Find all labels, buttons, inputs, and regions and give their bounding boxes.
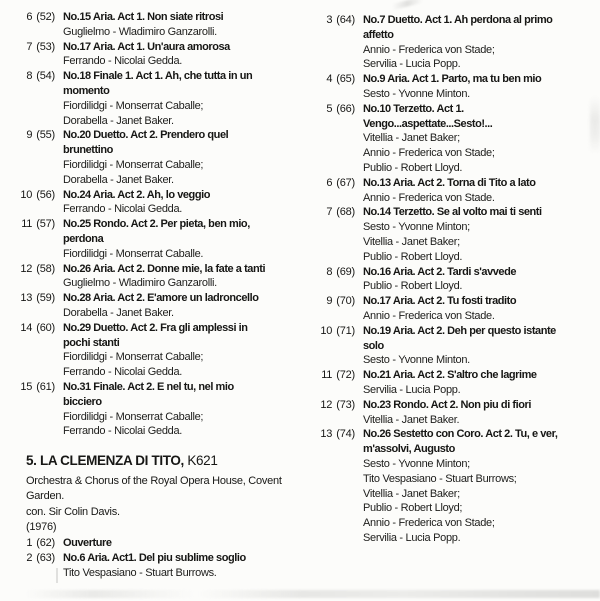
track-number-cell bbox=[17, 291, 55, 306]
track-body bbox=[63, 10, 307, 40]
track-row bbox=[317, 205, 600, 264]
artist-line: Annio - Frederica von Stade. bbox=[363, 309, 495, 322]
track-artists bbox=[363, 309, 600, 324]
artist-line: Tito Vespasiano - Stuart Burrows. bbox=[63, 566, 217, 579]
track-ref-number: (61) bbox=[36, 380, 55, 393]
track-row bbox=[17, 321, 307, 380]
track-title bbox=[363, 265, 600, 280]
track-row bbox=[317, 324, 600, 368]
track-number-cell bbox=[317, 265, 355, 280]
track-title bbox=[63, 217, 307, 247]
track-ref-number: (59) bbox=[36, 292, 55, 305]
track-title-line: No.23 Rondo. Act 2. Non piu di fiori bbox=[363, 398, 531, 411]
track-number: 7 bbox=[26, 40, 33, 53]
track-number-cell bbox=[17, 40, 55, 55]
artist-line: Annio - Frederica von Stade. bbox=[363, 191, 495, 204]
track-artists bbox=[63, 54, 307, 69]
track-row bbox=[17, 128, 307, 187]
artist-line: Dorabella - Janet Baker. bbox=[63, 306, 174, 319]
track-number: 12 bbox=[320, 398, 333, 411]
artist-line: Fiordilidgi - Monserrat Caballe; bbox=[63, 158, 204, 171]
track-title-line: No.24 Aria. Act 2. Ah, lo veggio bbox=[63, 188, 210, 201]
track-body bbox=[363, 102, 600, 176]
track-title-line: No.7 Duetto. Act 1. Ah perdona al primo bbox=[363, 14, 553, 26]
track-row bbox=[317, 13, 600, 72]
track-number: 13 bbox=[20, 292, 33, 305]
track-title-line: No.17 Aria. Act 1. Un'aura amorosa bbox=[63, 40, 230, 53]
track-ref-number: (57) bbox=[36, 218, 55, 231]
track-number: 3 bbox=[326, 14, 333, 26]
section-credits bbox=[26, 474, 307, 535]
track-number-cell bbox=[17, 69, 55, 84]
track-number: 11 bbox=[21, 218, 33, 231]
track-title bbox=[63, 380, 307, 410]
track-title-line: No.19 Aria. Act 2. Deh per questo istante bbox=[363, 324, 556, 337]
track-title-line: No.14 Terzetto. Se al volto mai ti senti bbox=[363, 206, 542, 219]
scan-smudge-bottom bbox=[24, 590, 600, 598]
track-number: 6 bbox=[26, 11, 33, 23]
track-title-line: No.6 Aria. Act1. Del piu sublime soglio bbox=[63, 551, 246, 564]
artist-line: Guglielmo - Wladimiro Ganzarolli. bbox=[63, 277, 217, 290]
track-number: 6 bbox=[326, 176, 333, 189]
track-number: 8 bbox=[326, 265, 333, 278]
track-title-line: No.25 Rondo. Act 2. Per pieta, ben mio, bbox=[63, 218, 250, 231]
track-title-line: No.31 Finale. Act 2. E nel tu, nel mio bbox=[63, 380, 234, 393]
track-body bbox=[63, 217, 307, 261]
track-number: 11 bbox=[321, 369, 333, 382]
track-title-line: No.17 Aria. Act 2. Tu fosti tradito bbox=[363, 295, 517, 308]
track-artists bbox=[363, 87, 600, 102]
track-artists bbox=[363, 383, 600, 398]
track-number-cell bbox=[317, 13, 355, 28]
track-body bbox=[63, 551, 307, 581]
track-title-line: brunettino bbox=[63, 144, 113, 157]
track-title-line: No.9 Aria. Act 1. Parto, ma tu ben mio bbox=[363, 73, 542, 86]
track-ref-number: (62) bbox=[36, 536, 55, 549]
track-title-line: affetto bbox=[363, 28, 394, 41]
artist-line: Publio - Robert Lloyd; bbox=[363, 502, 463, 515]
artist-line: Dorabella - Janet Baker. bbox=[63, 173, 174, 186]
track-number: 8 bbox=[26, 70, 33, 83]
track-ref-number: (69) bbox=[336, 265, 355, 278]
track-number-cell bbox=[17, 217, 55, 232]
track-row bbox=[317, 265, 600, 295]
track-number-cell bbox=[317, 176, 355, 191]
track-body bbox=[363, 294, 600, 324]
track-row bbox=[17, 69, 307, 128]
track-number: 1 bbox=[26, 536, 33, 549]
track-ref-number: (70) bbox=[336, 295, 355, 308]
track-ref-number: (58) bbox=[36, 262, 55, 275]
track-artists bbox=[363, 43, 600, 73]
track-artists bbox=[63, 25, 307, 40]
track-body bbox=[63, 188, 307, 218]
track-number: 10 bbox=[20, 188, 33, 201]
track-ref-number: (54) bbox=[36, 70, 55, 83]
artist-line: Guglielmo - Wladimiro Ganzarolli. bbox=[63, 25, 217, 38]
artist-line: Fiordilidgi - Monserrat Caballe; bbox=[63, 99, 204, 112]
artist-line: Servilia - Lucia Popp. bbox=[363, 383, 461, 396]
artist-line: Tito Vespasiano - Stuart Burrows; bbox=[363, 472, 517, 485]
track-row bbox=[317, 102, 600, 176]
track-body bbox=[363, 398, 600, 428]
track-number: 12 bbox=[20, 262, 33, 275]
track-title bbox=[363, 398, 600, 413]
track-number-cell bbox=[317, 294, 355, 309]
track-row bbox=[17, 536, 307, 551]
track-number-cell bbox=[17, 551, 55, 566]
section-catalog-number: K621 bbox=[187, 453, 218, 469]
track-title bbox=[363, 324, 600, 354]
track-body bbox=[363, 205, 600, 264]
track-number-cell bbox=[317, 324, 355, 339]
track-number-cell bbox=[317, 72, 355, 87]
track-title bbox=[63, 128, 307, 158]
artist-line: Servilia - Lucia Popp. bbox=[363, 58, 461, 71]
track-body bbox=[63, 321, 307, 380]
artist-line: Ferrando - Nicolai Gedda. bbox=[63, 366, 183, 379]
track-number: 2 bbox=[26, 551, 33, 564]
track-number-cell bbox=[317, 427, 355, 442]
section-title: 5. LA CLEMENZA DI TITO, bbox=[26, 453, 184, 469]
track-artists bbox=[63, 276, 307, 291]
track-ref-number: (66) bbox=[336, 102, 355, 115]
track-row bbox=[17, 291, 307, 321]
track-title bbox=[63, 10, 307, 25]
track-artists bbox=[363, 191, 600, 206]
artist-line: Sesto - Yvonne Minton; bbox=[363, 221, 470, 234]
track-title bbox=[63, 188, 307, 203]
track-title bbox=[363, 72, 600, 87]
track-list-clemenza-start bbox=[17, 536, 307, 580]
track-title bbox=[63, 291, 307, 306]
track-title bbox=[363, 368, 600, 383]
track-title-line: No.21 Aria. Act 2. S'altro che lagrime bbox=[363, 369, 537, 382]
track-row bbox=[17, 551, 307, 581]
track-number-cell bbox=[317, 398, 355, 413]
track-artists bbox=[363, 131, 600, 175]
track-title bbox=[63, 551, 307, 566]
artist-line: Dorabella - Janet Baker. bbox=[63, 114, 174, 127]
track-body bbox=[63, 380, 307, 439]
track-row bbox=[317, 368, 600, 398]
track-ref-number: (72) bbox=[336, 369, 355, 382]
track-title-line: Vengo...aspettate...Sesto!... bbox=[363, 117, 493, 130]
track-body bbox=[63, 40, 307, 70]
track-body bbox=[63, 291, 307, 321]
track-artists bbox=[363, 220, 600, 264]
artist-line: Ferrando - Nicolai Gedda. bbox=[63, 425, 183, 438]
track-ref-number: (71) bbox=[336, 324, 355, 337]
track-ref-number: (65) bbox=[336, 73, 355, 86]
artist-line: Sesto - Yvonne Minton; bbox=[363, 457, 470, 470]
track-artists bbox=[63, 566, 307, 581]
track-title bbox=[63, 262, 307, 277]
track-body bbox=[363, 265, 600, 295]
track-title bbox=[363, 294, 600, 309]
artist-line: Vitellia - Janet Baker; bbox=[363, 235, 460, 248]
artist-line: Sesto - Yvonne Minton. bbox=[363, 354, 470, 367]
track-ref-number: (68) bbox=[336, 206, 355, 219]
track-list-clemenza-continued bbox=[317, 13, 600, 546]
artist-line: Annio - Frederica von Stade; bbox=[363, 147, 495, 160]
track-title-line: No.15 Aria. Act 1. Non siate ritrosi bbox=[63, 11, 224, 23]
track-list-cosi-continued bbox=[17, 10, 307, 439]
track-ref-number: (73) bbox=[336, 398, 355, 411]
track-number-cell bbox=[317, 205, 355, 220]
track-title bbox=[363, 205, 600, 220]
track-artists bbox=[363, 353, 600, 368]
credit-line: Garden. bbox=[26, 490, 64, 503]
track-title-line: m'assolvi, Augusto bbox=[363, 443, 455, 456]
track-artists bbox=[63, 158, 307, 188]
track-body bbox=[363, 427, 600, 545]
artist-line: Vitellia - Janet Baker; bbox=[363, 132, 460, 145]
track-title bbox=[363, 427, 600, 457]
credit-line: (1976) bbox=[26, 520, 57, 533]
track-artists bbox=[363, 457, 600, 546]
track-artists bbox=[363, 413, 600, 428]
track-artists bbox=[63, 410, 307, 440]
artist-line: Sesto - Yvonne Minton. bbox=[363, 87, 470, 100]
artist-line: Ferrando - Nicolai Gedda. bbox=[63, 55, 183, 68]
track-body bbox=[63, 536, 307, 551]
track-artists bbox=[63, 350, 307, 380]
track-number: 9 bbox=[26, 129, 33, 142]
track-number: 14 bbox=[20, 321, 33, 334]
track-title bbox=[363, 13, 600, 43]
track-title bbox=[363, 102, 600, 132]
artist-line: Publio - Robert Lloyd. bbox=[363, 250, 463, 263]
track-body bbox=[63, 128, 307, 187]
track-row bbox=[17, 380, 307, 439]
track-ref-number: (74) bbox=[336, 428, 355, 441]
artist-line: Ferrando - Nicolai Gedda. bbox=[63, 203, 183, 216]
section-heading bbox=[26, 452, 307, 470]
track-row bbox=[17, 262, 307, 292]
track-number: 4 bbox=[326, 73, 333, 86]
track-title-line: No.28 Aria. Act 2. E'amore un ladroncello bbox=[63, 292, 259, 305]
scan-smudge-top bbox=[392, 0, 426, 10]
track-body bbox=[363, 368, 600, 398]
artist-line: Vitellia - Janet Baker. bbox=[363, 413, 460, 426]
track-number-cell bbox=[17, 128, 55, 143]
track-ref-number: (63) bbox=[36, 551, 55, 564]
track-row bbox=[17, 40, 307, 70]
credit-line: con. Sir Colin Davis. bbox=[26, 505, 120, 518]
track-ref-number: (67) bbox=[336, 176, 355, 189]
artist-line: Servilia - Lucia Popp. bbox=[363, 531, 461, 544]
track-row bbox=[317, 398, 600, 428]
track-row bbox=[17, 188, 307, 218]
track-title-line: bicciero bbox=[63, 395, 102, 408]
track-ref-number: (52) bbox=[36, 11, 55, 23]
track-title-line: momento bbox=[63, 84, 110, 97]
artist-line: Annio - Frederica von Stade; bbox=[363, 43, 495, 56]
track-title-line: No.10 Terzetto. Act 1. bbox=[363, 102, 464, 115]
track-number-cell bbox=[17, 10, 55, 25]
artist-line: Fiordilidgi - Monserrat Caballe; bbox=[63, 410, 204, 423]
track-number: 5 bbox=[326, 102, 333, 115]
track-artists bbox=[63, 202, 307, 217]
track-number-cell bbox=[17, 380, 55, 395]
track-title-line: No.20 Duetto. Act 2. Prendero quel bbox=[63, 129, 229, 142]
track-row bbox=[17, 10, 307, 40]
track-title bbox=[63, 536, 307, 551]
artist-line: Fiordilidgi - Monserrat Caballe; bbox=[63, 351, 204, 364]
track-number-cell bbox=[317, 102, 355, 117]
artist-line: Annio - Frederica von Stade; bbox=[363, 517, 495, 530]
track-number-cell bbox=[17, 321, 55, 336]
track-title-line: perdona bbox=[63, 232, 104, 245]
track-number-cell bbox=[17, 188, 55, 203]
track-number: 9 bbox=[326, 295, 333, 308]
track-number-cell bbox=[17, 536, 55, 551]
track-title bbox=[363, 176, 600, 191]
track-ref-number: (56) bbox=[36, 188, 55, 201]
track-artists bbox=[63, 306, 307, 321]
track-number-cell bbox=[317, 368, 355, 383]
track-body bbox=[63, 262, 307, 292]
track-artists bbox=[63, 99, 307, 129]
track-ref-number: (53) bbox=[36, 40, 55, 53]
track-row bbox=[317, 72, 600, 102]
track-number: 15 bbox=[20, 380, 33, 393]
track-ref-number: (55) bbox=[36, 129, 55, 142]
track-number: 13 bbox=[320, 428, 333, 441]
track-body bbox=[363, 324, 600, 368]
track-title-line: No.16 Aria. Act 2. Tardi s'avvede bbox=[363, 265, 517, 278]
track-title bbox=[63, 69, 307, 99]
track-title-line: No.26 Aria. Act 2. Donne mie, la fate a tanti bbox=[63, 262, 266, 275]
track-title-line: solo bbox=[363, 339, 384, 352]
right-column bbox=[317, 13, 600, 546]
track-body bbox=[63, 69, 307, 128]
track-title-line: pochi stanti bbox=[63, 336, 120, 349]
track-number: 10 bbox=[320, 324, 333, 337]
track-ref-number: (60) bbox=[36, 321, 55, 334]
artist-line: Fiordilidgi - Monserrat Caballe. bbox=[63, 247, 204, 260]
track-number-cell bbox=[17, 262, 55, 277]
track-title-line: No.26 Sestetto con Coro. Act 2. Tu, e ver, bbox=[363, 428, 558, 441]
artist-line: Vitellia - Janet Baker; bbox=[363, 487, 460, 500]
track-row bbox=[317, 176, 600, 206]
track-row bbox=[317, 427, 600, 545]
track-row bbox=[17, 217, 307, 261]
track-artists bbox=[63, 247, 307, 262]
track-title-line: No.18 Finale 1. Act 1. Ah, che tutta in un bbox=[63, 70, 253, 83]
track-ref-number: (64) bbox=[336, 14, 355, 26]
track-artists bbox=[363, 279, 600, 294]
track-title bbox=[63, 40, 307, 55]
artist-line: Publio - Robert Lloyd. bbox=[363, 280, 463, 293]
track-title-line: Ouverture bbox=[63, 536, 112, 549]
track-title bbox=[63, 321, 307, 351]
track-title-line: No.29 Duetto. Act 2. Fra gli amplessi in bbox=[63, 321, 248, 334]
track-body bbox=[363, 13, 600, 72]
credit-line: Orchestra & Chorus of the Royal Opera House, Covent bbox=[26, 475, 282, 488]
artist-line: Publio - Robert Lloyd. bbox=[363, 161, 463, 174]
track-title-line: No.13 Aria. Act 2. Torna di Tito a lato bbox=[363, 176, 536, 189]
track-body bbox=[363, 72, 600, 102]
track-body bbox=[363, 176, 600, 206]
left-column bbox=[17, 10, 307, 580]
track-row bbox=[317, 294, 600, 324]
track-number: 7 bbox=[326, 206, 333, 219]
